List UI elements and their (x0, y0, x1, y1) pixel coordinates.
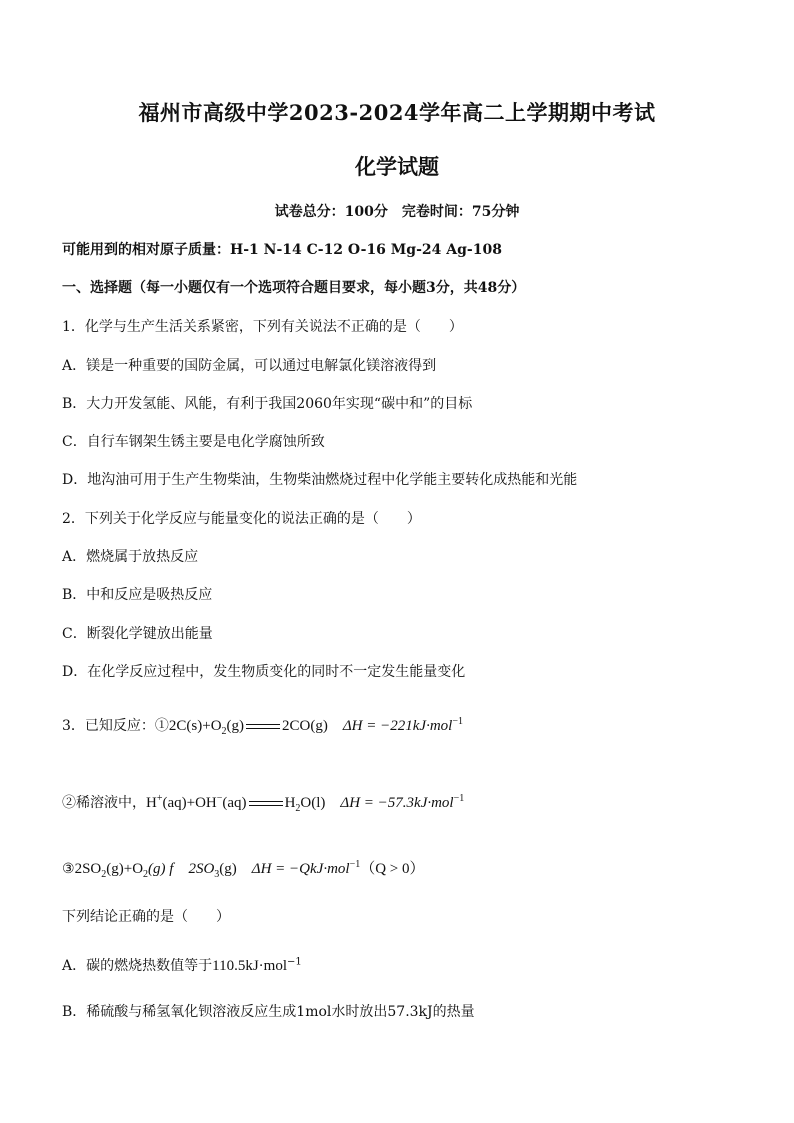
atomic-masses: 可能用到的相对原子质量：H-1 N-14 C-12 O-16 Mg-24 Ag-108 (62, 242, 502, 258)
question-2-option-a: A．燃烧属于放热反应 (62, 549, 199, 565)
question-2-option-c: C．断裂化学键放出能量 (62, 626, 213, 642)
reaction-3-equation: $2SO_2(g)+O_2(g)$ f $2SO_3(g)$ ΔH = −QkJ·mol$^{-1}$（Q > 0） (74, 859, 425, 880)
reaction-2-equation: H+(aq)+OH−(aq) $H_2O(l)$ ΔH = −57.3kJ·mol$^{-1}$ (146, 793, 465, 814)
question-3-reaction-3: $③2SO_2(g)+O_2(g)$ f $2SO_3(g)$ ΔH = −QkJ·mol$^{-1}$（Q > 0） (62, 859, 425, 880)
exam-meta: 试卷总分：100分 完卷时间：75分钟 (274, 204, 520, 220)
exam-title: 福州市高级中学2023-2024学年高二上学期期中考试 (138, 100, 656, 125)
question-3-intro: 3．已知反应：① (62, 718, 169, 734)
question-3-ask: 下列结论正确的是（ ） (62, 909, 230, 925)
question-3-option-b: B．稀硫酸与稀氢氧化钡溶液反应生成1mol水时放出57.3kJ的热量 (62, 1004, 475, 1020)
question-1-option-c: C．自行车钢架生锈主要是电化学腐蚀所致 (62, 434, 325, 450)
question-2-option-d: D．在化学反应过程中，发生物质变化的同时不一定发生能量变化 (62, 664, 466, 680)
exam-subtitle: 化学试题 (355, 154, 439, 179)
question-3-reaction-2: ②稀溶液中，H+(aq)+OH−(aq) $H_2O(l)$ ΔH = −57.3kJ·mol$^{-1}$ (62, 793, 465, 814)
question-2-stem: 2．下列关于化学反应与能量变化的说法正确的是（ ） (62, 511, 421, 527)
question-1-option-a: A．镁是一种重要的国防金属，可以通过电解氯化镁溶液得到 (62, 358, 437, 374)
question-2-option-b: B．中和反应是吸热反应 (62, 587, 213, 603)
question-1-stem: 1．化学与生产生活关系紧密，下列有关说法不正确的是（ ） (62, 319, 463, 335)
reaction-1-equation: $2C(s)+O_2(g)$ 2CO(g) ΔH = −221kJ·mol$^{-1}$ (168, 716, 463, 737)
section-heading: 一、选择题（每一小题仅有一个选项符合题目要求，每小题3分，共48分） (62, 280, 526, 296)
question-1-option-d: D．地沟油可用于生产生物柴油，生物柴油燃烧过程中化学能主要转化成热能和光能 (62, 472, 578, 488)
equals-sign (246, 722, 280, 732)
question-1-option-b: B．大力开发氢能、风能，有利于我国2060年实现“碳中和”的目标 (62, 396, 473, 412)
question-3-reaction-1 (62, 715, 463, 735)
equals-sign (249, 799, 283, 809)
question-3-option-a: A．碳的燃烧热数值等于110.5kJ·mol$^{-1}$ (62, 956, 302, 974)
